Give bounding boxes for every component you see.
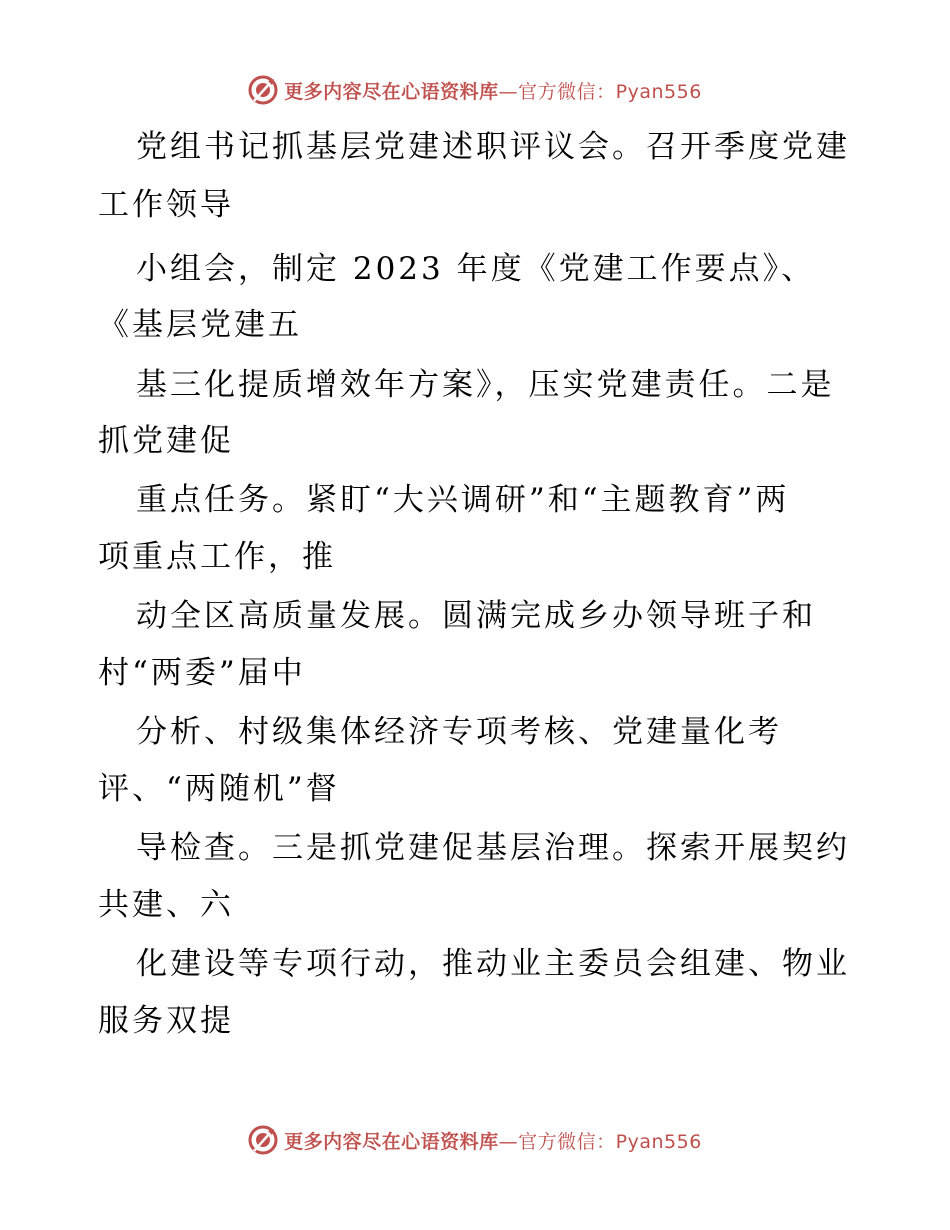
text-line: 分析、村级集体经济专项考核、党建量化考 (136, 714, 782, 750)
text-line: 村“两委”届中 (98, 655, 306, 691)
text-line: 化建设等专项行动，推动业主委员会组建、物业 (136, 946, 850, 982)
quill-seal-icon (248, 1125, 278, 1155)
header-watermark (0, 70, 950, 110)
footer-watermark (0, 1120, 950, 1160)
text-line: 共建、六 (98, 887, 234, 923)
watermark-wechat: —官方微信：Pyan556 (498, 1130, 702, 1153)
text-line: 抓党建促 (98, 423, 234, 459)
quill-seal-icon (248, 75, 278, 105)
text-line: 服务双提 (98, 1003, 234, 1039)
text-line: 重点任务。紧盯“大兴调研”和“主题教育”两 (136, 482, 790, 518)
text-line: 导检查。三是抓党建促基层治理。探索开展契约 (136, 830, 850, 866)
text-line: 小组会，制定 2023 年度《党建工作要点》、 (136, 251, 816, 287)
text-line: 项重点工作，推 (98, 539, 336, 575)
text-line: 评、“两随机”督 (98, 771, 340, 807)
text-line: 基三化提质增效年方案》，压实党建责任。二是 (136, 367, 835, 403)
watermark-text (284, 1127, 702, 1154)
text-line: 动全区高质量发展。圆满完成乡办领导班子和 (136, 598, 816, 634)
watermark-site-name: 更多内容尽在心语资料库 (284, 1130, 499, 1153)
text-line: 工作领导 (98, 187, 234, 223)
text-line: 《基层党建五 (98, 307, 302, 343)
watermark-site-name: 更多内容尽在心语资料库 (284, 80, 499, 103)
text-line: 党组书记抓基层党建述职评议会。召开季度党建 (136, 129, 850, 165)
watermark-text (284, 77, 702, 104)
watermark-wechat: —官方微信：Pyan556 (498, 80, 702, 103)
